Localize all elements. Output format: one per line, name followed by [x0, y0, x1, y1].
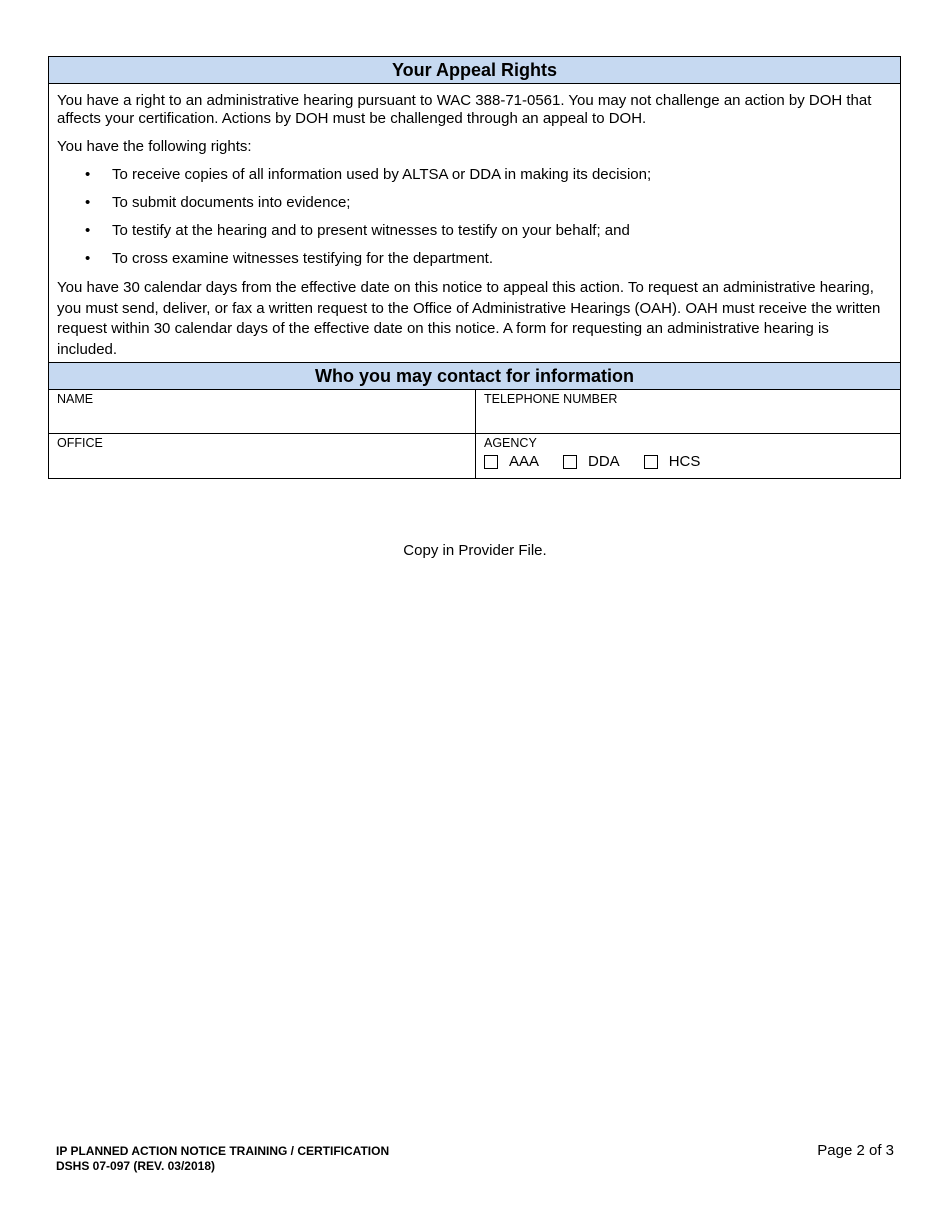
telephone-label: TELEPHONE NUMBER	[484, 392, 618, 406]
rights-list-item: • To receive copies of all information used by ALTSA or DDA in making its decision;	[85, 166, 652, 183]
appeal-rights-heading: Your Appeal Rights	[49, 57, 900, 84]
page-number: Page 2 of 3	[817, 1142, 894, 1159]
agency-option-dda[interactable]: DDA	[563, 453, 620, 470]
agency-option-aaa[interactable]: AAA	[484, 453, 539, 470]
rights-list-item: • To testify at the hearing and to present witnesses to testify on your behalf; and	[85, 222, 630, 239]
name-label: NAME	[57, 392, 94, 406]
telephone-field[interactable]	[476, 390, 900, 433]
rights-heading: You have the following rights:	[57, 138, 252, 155]
rights-list	[57, 166, 892, 268]
checkbox-hcs[interactable]	[644, 455, 658, 469]
agency-field	[476, 434, 900, 478]
copy-note: Copy in Provider File.	[403, 542, 547, 559]
rights-list-item: • To submit documents into evidence;	[85, 194, 351, 211]
footer-form-info	[56, 1144, 389, 1174]
appeal-form	[48, 56, 901, 479]
office-field[interactable]	[49, 434, 476, 478]
agency-options	[484, 453, 892, 470]
checkbox-dda[interactable]	[563, 455, 577, 469]
deadline-paragraph: You have 30 calendar days from the effective date on this notice to appeal this action. To request an administrative hearing, you must send, deliver, or fax a written request to the Office of Administrative Hearings (OAH). OAH must receive the written request within 30 calendar days of the effective date on this notice. A form for requesting an administrative hearing is included.	[57, 279, 881, 358]
intro-paragraph: You have a right to an administrative hearing pursuant to WAC 388-71-0561. You may not challenge an action by DOH that affects your certification. Actions by DOH must be challenged through an appeal to DOH.	[57, 92, 872, 127]
name-field[interactable]	[49, 390, 476, 433]
office-label: OFFICE	[57, 436, 103, 450]
form-number: DSHS 07-097 (REV. 03/2018)	[56, 1159, 215, 1173]
agency-label: AGENCY	[484, 436, 537, 450]
contact-row-name-phone	[49, 390, 900, 434]
form-title: IP PLANNED ACTION NOTICE TRAINING / CERTIFICATION	[56, 1144, 390, 1158]
contact-row-office-agency	[49, 434, 900, 478]
bullet-icon: •	[85, 222, 91, 239]
bullet-icon: •	[85, 250, 91, 267]
bullet-icon: •	[85, 194, 91, 211]
contact-heading: Who you may contact for information	[49, 362, 900, 390]
checkbox-aaa[interactable]	[484, 455, 498, 469]
bullet-icon: •	[85, 166, 91, 183]
rights-list-item: • To cross examine witnesses testifying for the department.	[85, 250, 494, 267]
agency-option-hcs[interactable]: HCS	[644, 453, 701, 470]
appeal-rights-section	[49, 84, 900, 362]
